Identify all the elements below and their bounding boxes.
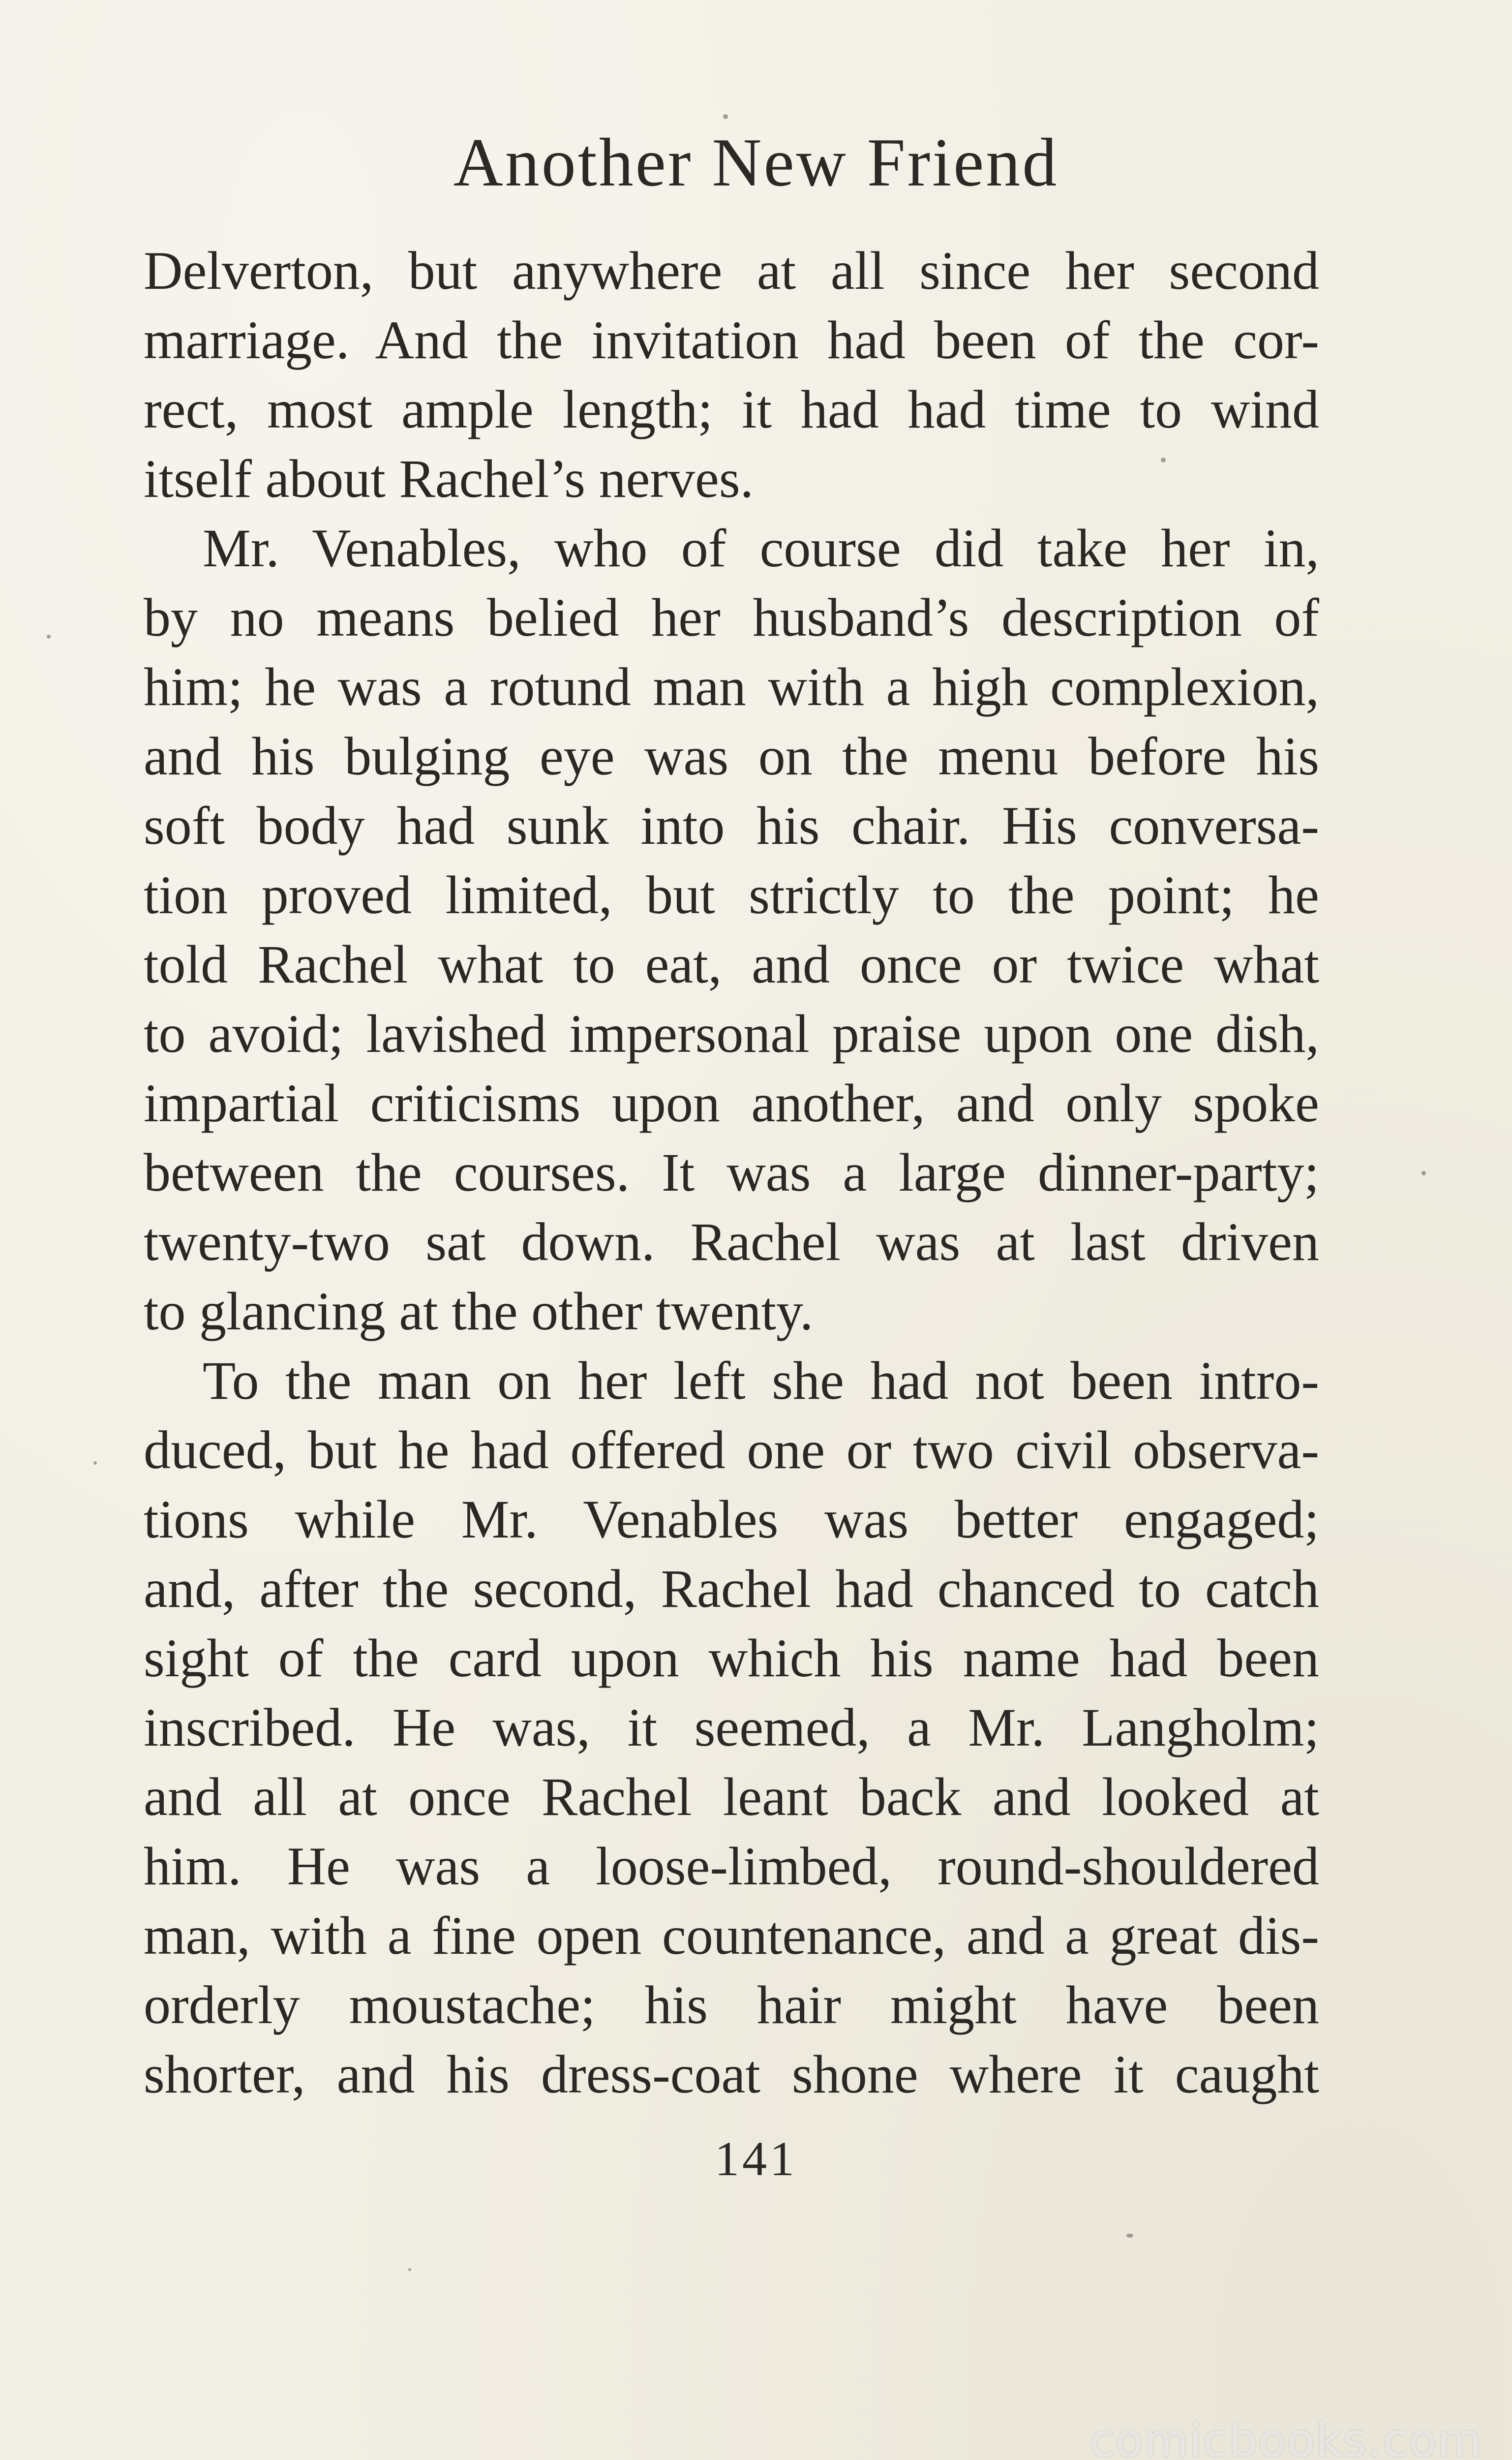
running-head: Another New Friend bbox=[453, 124, 1059, 201]
text-line: sight of the card upon which his name had been bbox=[144, 1628, 1319, 1688]
text-line: between the courses. It was a large dinner-party; bbox=[144, 1142, 1319, 1202]
text-line: twenty-two sat down. Rachel was at last driven bbox=[144, 1212, 1319, 1272]
text-line: by no means belied her husband’s description of bbox=[144, 587, 1319, 647]
paper-speck bbox=[1161, 458, 1166, 462]
text-line: and all at once Rachel leant back and looked at bbox=[144, 1767, 1319, 1827]
watermark: comicbooks.com bbox=[1089, 2414, 1482, 2460]
text-line: and his bulging eye was on the menu before his bbox=[144, 726, 1319, 786]
paper-speck bbox=[47, 635, 51, 639]
text-line: tions while Mr. Venables was better engaged; bbox=[144, 1489, 1319, 1549]
text-line: inscribed. He was, it seemed, a Mr. Langholm; bbox=[144, 1697, 1319, 1757]
text-line: shorter, and his dress-coat shone where it caught bbox=[144, 2044, 1319, 2104]
text-line: to avoid; lavished impersonal praise upon one dish, bbox=[144, 1004, 1319, 1064]
text-line: To the man on her left she had not been intro- bbox=[203, 1351, 1319, 1411]
text-line: and, after the second, Rachel had chanced to catch bbox=[144, 1559, 1319, 1619]
text-line: rect, most ample length; it had had time to wind bbox=[144, 379, 1319, 439]
text-line: him. He was a loose-limbed, round-shouldered bbox=[144, 1836, 1319, 1896]
text-line: him; he was a rotund man with a high complexion, bbox=[144, 657, 1319, 717]
paper-speck bbox=[723, 114, 728, 119]
page-number: 141 bbox=[715, 2131, 797, 2186]
text-line: orderly moustache; his hair might have been bbox=[144, 1975, 1319, 2035]
text-line: duced, but he had offered one or two civil observa- bbox=[144, 1420, 1319, 1480]
text-line: Delverton, but anywhere at all since her second bbox=[144, 241, 1319, 301]
text-line: soft body had sunk into his chair. His conversa- bbox=[144, 796, 1319, 856]
text-line: itself about Rachel’s nerves. bbox=[144, 449, 754, 509]
paper-speck bbox=[1126, 2234, 1133, 2238]
paper-speck bbox=[1421, 1171, 1426, 1175]
text-line: tion proved limited, but strictly to the point; he bbox=[144, 865, 1319, 925]
text-line: impartial criticisms upon another, and only spoke bbox=[144, 1073, 1319, 1133]
paper-speck bbox=[408, 2268, 411, 2271]
body-text bbox=[144, 236, 1319, 2109]
text-line: man, with a fine open countenance, and a great dis- bbox=[144, 1906, 1319, 1966]
paper-speck bbox=[93, 1461, 97, 1465]
text-line: marriage. And the invitation had been of the cor- bbox=[144, 310, 1319, 370]
text-line: to glancing at the other twenty. bbox=[144, 1281, 814, 1341]
text-line: told Rachel what to eat, and once or twice what bbox=[144, 934, 1319, 994]
text-line: Mr. Venables, who of course did take her in, bbox=[203, 518, 1319, 578]
